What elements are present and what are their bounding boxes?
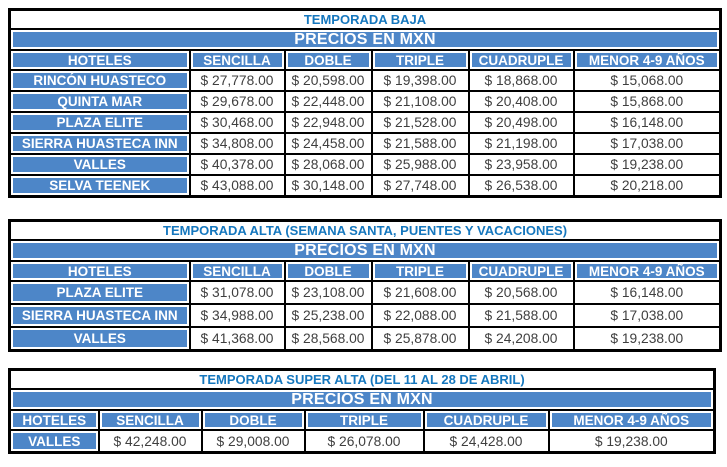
- hotel-name-cell: SIERRA HUASTECA INN: [10, 304, 190, 327]
- hotel-name-cell: QUINTA MAR: [10, 91, 190, 112]
- currency-header-row: [10, 389, 715, 410]
- price-cell: $ 17,038.00: [574, 304, 721, 327]
- hotel-name-cell: PLAZA ELITE: [10, 281, 190, 304]
- hotel-name-cell: SIERRA HUASTECA INN: [10, 133, 190, 154]
- table-row: [10, 281, 721, 304]
- column-header-hoteles: HOTELES: [10, 261, 190, 281]
- table-row: [10, 154, 721, 175]
- price-cell: $ 21,528.00: [372, 112, 469, 133]
- price-cell: $ 22,948.00: [285, 112, 372, 133]
- table-row: [10, 91, 721, 112]
- column-header-row: [10, 50, 721, 70]
- column-header-menor: MENOR 4-9 AÑOS: [574, 261, 721, 281]
- price-cell: $ 19,238.00: [549, 430, 715, 453]
- price-cell: $ 21,198.00: [469, 133, 574, 154]
- column-header-row: [10, 410, 715, 430]
- hotel-name-cell: SELVA TEENEK: [10, 175, 190, 197]
- price-cell: $ 18,868.00: [469, 70, 574, 91]
- price-cell: $ 19,238.00: [574, 154, 721, 175]
- hotel-name-cell: VALLES: [10, 327, 190, 351]
- price-cell: $ 26,538.00: [469, 175, 574, 197]
- price-cell: $ 20,568.00: [469, 281, 574, 304]
- table-row: [10, 133, 721, 154]
- column-header-sencilla: SENCILLA: [99, 410, 202, 430]
- price-cell: $ 20,408.00: [469, 91, 574, 112]
- table-title: TEMPORADA ALTA (SEMANA SANTA, PUENTES Y VACACIONES): [10, 221, 721, 241]
- price-cell: $ 28,568.00: [285, 327, 372, 351]
- price-cell: $ 23,958.00: [469, 154, 574, 175]
- hotel-name-cell: PLAZA ELITE: [10, 112, 190, 133]
- hotel-name-cell: RINCÓN HUASTECO: [10, 70, 190, 91]
- currency-header-row: [10, 29, 721, 50]
- temporada-baja-table: [8, 8, 722, 198]
- hotel-name-cell: VALLES: [10, 430, 99, 453]
- price-cell: $ 26,078.00: [305, 430, 424, 453]
- column-header-hoteles: HOTELES: [10, 50, 190, 70]
- column-header-sencilla: SENCILLA: [190, 50, 285, 70]
- column-header-triple: TRIPLE: [305, 410, 424, 430]
- price-cell: $ 24,458.00: [285, 133, 372, 154]
- price-cell: $ 27,748.00: [372, 175, 469, 197]
- column-header-doble: DOBLE: [285, 261, 372, 281]
- column-header-menor: MENOR 4-9 AÑOS: [549, 410, 715, 430]
- price-cell: $ 20,598.00: [285, 70, 372, 91]
- price-cell: $ 29,678.00: [190, 91, 285, 112]
- price-cell: $ 29,008.00: [202, 430, 305, 453]
- column-header-row: [10, 261, 721, 281]
- column-header-cuadruple: CUADRUPLE: [469, 261, 574, 281]
- price-cell: $ 24,208.00: [469, 327, 574, 351]
- price-cell: $ 21,588.00: [372, 133, 469, 154]
- price-cell: $ 43,088.00: [190, 175, 285, 197]
- table-title: TEMPORADA SUPER ALTA (DEL 11 AL 28 DE ABRIL): [10, 370, 715, 390]
- price-cell: $ 25,988.00: [372, 154, 469, 175]
- price-cell: $ 30,148.00: [285, 175, 372, 197]
- price-cell: $ 19,238.00: [574, 327, 721, 351]
- price-cell: $ 19,398.00: [372, 70, 469, 91]
- table-row: [10, 430, 715, 453]
- price-cell: $ 22,448.00: [285, 91, 372, 112]
- currency-header: PRECIOS EN MXN: [10, 240, 721, 261]
- currency-header: PRECIOS EN MXN: [10, 29, 721, 50]
- price-cell: $ 25,238.00: [285, 304, 372, 327]
- price-cell: $ 31,078.00: [190, 281, 285, 304]
- price-cell: $ 27,778.00: [190, 70, 285, 91]
- table-row: [10, 327, 721, 351]
- price-cell: $ 34,988.00: [190, 304, 285, 327]
- table-title-row: [10, 10, 721, 30]
- table-title: TEMPORADA BAJA: [10, 10, 721, 30]
- price-cell: $ 28,068.00: [285, 154, 372, 175]
- currency-header-row: [10, 240, 721, 261]
- table-title-row: [10, 370, 715, 390]
- price-cell: $ 41,368.00: [190, 327, 285, 351]
- price-cell: $ 16,148.00: [574, 281, 721, 304]
- price-cell: $ 25,878.00: [372, 327, 469, 351]
- price-cell: $ 40,378.00: [190, 154, 285, 175]
- price-cell: $ 17,038.00: [574, 133, 721, 154]
- column-header-hoteles: HOTELES: [10, 410, 99, 430]
- price-cell: $ 15,068.00: [574, 70, 721, 91]
- price-cell: $ 22,088.00: [372, 304, 469, 327]
- price-cell: $ 34,808.00: [190, 133, 285, 154]
- temporada-alta-table: [8, 219, 722, 352]
- column-header-cuadruple: CUADRUPLE: [424, 410, 549, 430]
- price-cell: $ 21,108.00: [372, 91, 469, 112]
- price-cell: $ 24,428.00: [424, 430, 549, 453]
- table-row: [10, 112, 721, 133]
- currency-header: PRECIOS EN MXN: [10, 389, 715, 410]
- price-cell: $ 21,588.00: [469, 304, 574, 327]
- table-row: [10, 70, 721, 91]
- column-header-sencilla: SENCILLA: [190, 261, 285, 281]
- table-row: [10, 304, 721, 327]
- price-cell: $ 23,108.00: [285, 281, 372, 304]
- column-header-cuadruple: CUADRUPLE: [469, 50, 574, 70]
- price-cell: $ 21,608.00: [372, 281, 469, 304]
- column-header-triple: TRIPLE: [372, 50, 469, 70]
- column-header-doble: DOBLE: [202, 410, 305, 430]
- column-header-triple: TRIPLE: [372, 261, 469, 281]
- price-cell: $ 16,148.00: [574, 112, 721, 133]
- hotel-name-cell: VALLES: [10, 154, 190, 175]
- column-header-doble: DOBLE: [285, 50, 372, 70]
- price-cell: $ 30,468.00: [190, 112, 285, 133]
- price-cell: $ 20,218.00: [574, 175, 721, 197]
- column-header-menor: MENOR 4-9 AÑOS: [574, 50, 721, 70]
- price-cell: $ 42,248.00: [99, 430, 202, 453]
- table-title-row: [10, 221, 721, 241]
- table-row: [10, 175, 721, 197]
- price-cell: $ 20,498.00: [469, 112, 574, 133]
- price-cell: $ 15,868.00: [574, 91, 721, 112]
- temporada-super-alta-table: [8, 368, 716, 454]
